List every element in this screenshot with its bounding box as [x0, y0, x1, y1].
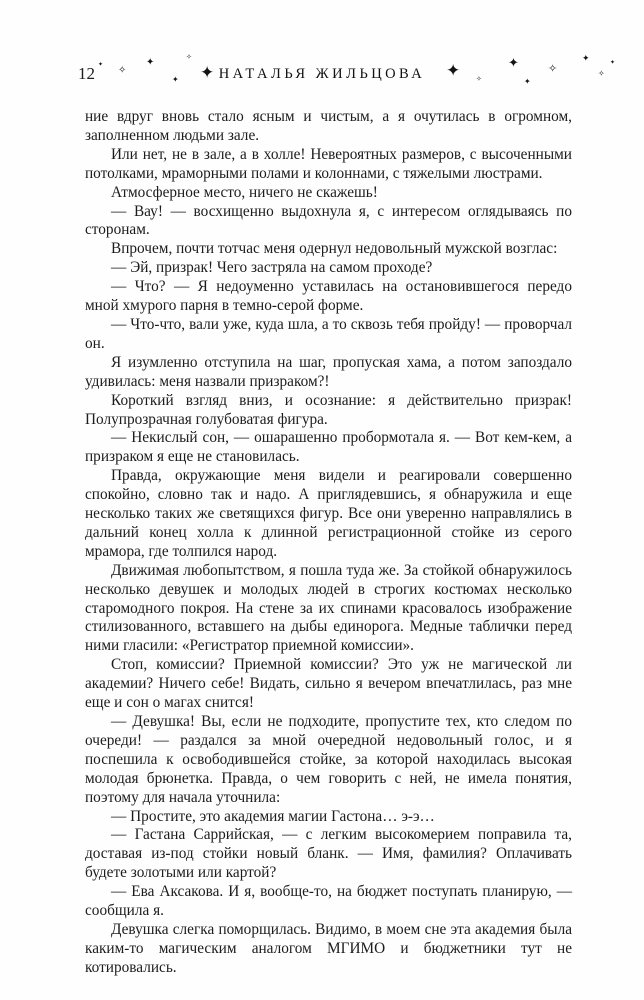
paragraph: Я изумленно отступила на шаг, пропуская хама, а потом запоздало удивилась: меня назвали призраком?!	[85, 353, 572, 390]
star-icon: ✧	[186, 53, 192, 61]
paragraph: ние вдруг вновь стало ясным и чистым, а я очутилась в огромном, заполненном людьми зале.	[85, 108, 572, 144]
page-header	[0, 52, 644, 100]
star-icon: ✦	[524, 77, 531, 86]
star-icon: ✧	[118, 65, 127, 76]
paragraph: — Гастана Саррийская, — с легким высокомерием поправила та, доставая из-под стойки новый бланк. — Имя, фамилия? Оплачивать будете золотыми или картой?	[85, 826, 572, 882]
star-icon: ✦	[146, 57, 155, 68]
paragraph: — Некислый сон, — ошарашенно пробормотала я. — Вот кем-кем, а призраком я еще не становилась.	[85, 429, 572, 466]
page-body	[85, 108, 572, 978]
star-icon: ✦	[200, 63, 215, 82]
author-name: НАТАЛЬЯ ЖИЛЬЦОВА	[218, 66, 426, 82]
paragraph: Движимая любопытством, я пошла туда же. За стойкой обнаружилось несколько девушек и молодых людей в строгих костюмах несколько старомодного покроя. На стене за их спинами красовалось изображение стилизованного, вставшего на дыбы единорога. Медные таблички перед ними гласили: «Регистратор приемной комиссии».	[85, 561, 572, 655]
paragraph: — Вау! — восхищенно выдохнула я, с интересом оглядываясь по сторонам.	[85, 202, 572, 239]
paragraph: — Простите, это академия магии Гастона… э-э…	[111, 807, 435, 825]
star-icon: ✦	[98, 62, 104, 68]
paragraph: — Эй, призрак! Чего застряла на самом проходе?	[111, 259, 433, 277]
paragraph: Атмосферное место, ничего не скажешь!	[111, 183, 378, 201]
star-icon: ✧	[548, 63, 558, 75]
paragraph: — Девушка! Вы, если не подходите, пропустите тех, кто следом по очереди! — раздался за мной очередной недовольный голос, и я поспешила к освободившейся стойке, за которой находилась высокая молодая брюнетка. Правда, о чем говорить с ней, не имела понятия, поэтому для начала уточнила:	[85, 713, 572, 806]
star-icon: ✧	[598, 69, 605, 78]
paragraph: Девушка слегка поморщилась. Видимо, в моем сне эта академия была каким-то магическим аналогом МГИМО и бюджетники тут не котировались.	[85, 920, 572, 976]
paragraph: Короткий взгляд вниз, и осознание: я действительно призрак! Полупрозрачная голубоватая фигура.	[85, 391, 572, 428]
paragraph: Впрочем, почти тотчас меня одернул недовольный мужской возглас:	[111, 240, 558, 258]
paragraph: — Что? — Я недоуменно уставилась на остановившегося передо мной хмурого парня в темно-серой форме.	[85, 278, 572, 315]
paragraph: Стоп, комиссии? Приемной комиссии? Это уж не магической ли академии? Ничего себе! Видать, сильно я вечером впечатлилась, раз мне еще и сон о магах снится!	[85, 656, 572, 712]
star-icon: ✦	[446, 61, 461, 80]
star-icon: ✦	[508, 55, 519, 70]
star-icon: ✦	[582, 53, 590, 63]
paragraph: Или нет, не в зале, а в холле! Невероятных размеров, с высоченными потолками, мраморными полами и колоннами, с тяжелыми люстрами.	[85, 145, 572, 182]
paragraph: — Что-что, вали уже, куда шла, а то сквозь тебя пройду! — проворчал он.	[85, 315, 572, 352]
star-icon: ✧	[476, 75, 482, 83]
star-icon: ✦	[172, 75, 179, 84]
star-icon: ✦	[610, 60, 616, 66]
page-number: 12	[78, 64, 95, 83]
paragraph: Правда, окружающие меня видели и реагировали совершенно спокойно, словно так и надо. А приглядевшись, я обнаружила и еще несколько таких же светящихся фигур. Все они уверенно направлялись в дальний конец холла к длинной регистрационной стойке из серого мрамора, где толпился народ.	[85, 467, 572, 560]
paragraph: — Ева Аксакова. И я, вообще-то, на бюджет поступать планирую, — сообщила я.	[85, 883, 572, 920]
